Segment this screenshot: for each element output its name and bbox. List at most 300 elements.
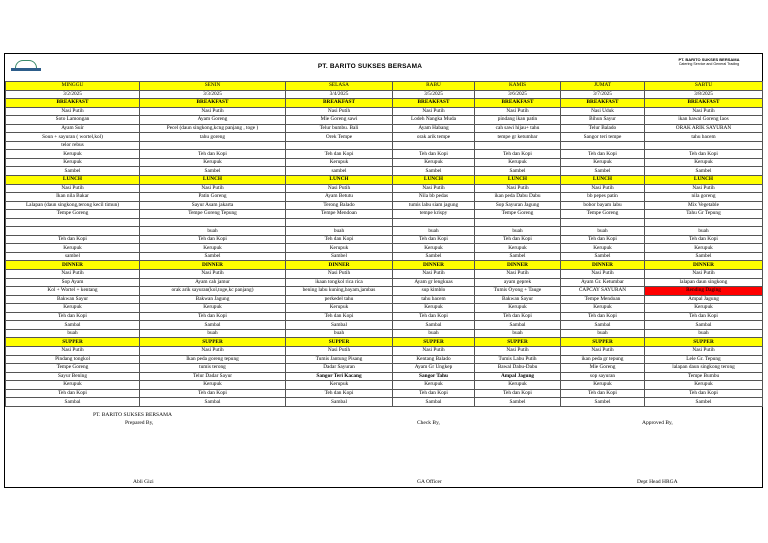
table-cell: lalapan daun singkong [645, 278, 763, 287]
table-cell: Nasi Putih [286, 107, 393, 116]
table-cell: Kerupuk [6, 158, 140, 167]
table-cell: Teh dan Kopi [393, 235, 475, 244]
table-cell: Ayam gr lengkuas [393, 278, 475, 287]
table-row [6, 364, 763, 373]
table-cell: Soun + sayuran ( wortel,kol) [6, 133, 140, 142]
table-cell: Teh dan Kopi [645, 312, 763, 321]
table-cell: Kerupuk [140, 381, 286, 390]
table-cell: BREAKFAST [286, 99, 393, 108]
table-cell: Kerupuk [286, 244, 393, 253]
table-cell: Mie Goreng [561, 364, 645, 373]
table-row [6, 133, 763, 142]
table-cell: SENIN [140, 82, 286, 91]
table-cell: tahu bacem [645, 133, 763, 142]
table-cell: cah sawi hijau+ tahu [475, 124, 561, 133]
table-cell: Sambel [475, 252, 561, 261]
table-cell: buah [393, 227, 475, 236]
table-cell: Sambal [475, 321, 561, 330]
table-cell: Teh dan Kopi [561, 235, 645, 244]
table-cell: Nasi Putih [475, 346, 561, 355]
company-name: PT. BARITO SUKSES BERSAMA [678, 57, 740, 62]
table-cell: ikaan tongkol rica rica [286, 278, 393, 287]
table-cell: 3/5/2025 [393, 90, 475, 99]
table-cell: Kerupuk [140, 244, 286, 253]
table-cell: Lodeh Nangka Muda [393, 116, 475, 125]
table-cell: Nasi Putih [645, 346, 763, 355]
table-cell: Sangor teri tempe [561, 133, 645, 142]
weekly-menu-table [5, 81, 763, 407]
table-cell: Nasi Putih [475, 270, 561, 279]
table-cell: SUPPER [561, 338, 645, 347]
table-cell [645, 218, 763, 227]
table-cell: sup kimblo [393, 287, 475, 296]
table-cell: Nasi Putih [645, 270, 763, 279]
table-row [6, 381, 763, 390]
table-cell: LUNCH [561, 176, 645, 185]
table-row [6, 261, 763, 270]
table-cell: buah [645, 329, 763, 338]
table-cell: Kerupuk [6, 304, 140, 313]
table-cell: Teh dan Kopi [286, 312, 393, 321]
table-cell: Kerupuk [645, 158, 763, 167]
preparer-name: Abli Gizi [133, 479, 154, 485]
table-cell: Bawal Dabu-Dabu [475, 364, 561, 373]
table-cell: Bakwan Sayur [475, 295, 561, 304]
table-cell: Telur Balado [561, 124, 645, 133]
table-cell: Ayam Gr. Ketumbar [561, 278, 645, 287]
table-row [6, 124, 763, 133]
table-cell: Sambel [645, 252, 763, 261]
table-cell: MINGGU [6, 82, 140, 91]
table-cell: RABU [393, 82, 475, 91]
table-cell: buah [475, 329, 561, 338]
table-cell [286, 218, 393, 227]
table-cell: LUNCH [393, 176, 475, 185]
table-cell: buah [561, 329, 645, 338]
table-cell: LUNCH [6, 176, 140, 185]
table-cell: Sambal [286, 398, 393, 407]
table-cell: Ampal Jagung [645, 295, 763, 304]
table-cell: Ayam Suir [6, 124, 140, 133]
table-cell: Tumis Jantung Pisang [286, 355, 393, 364]
table-cell: 3/4/2025 [286, 90, 393, 99]
table-row [6, 389, 763, 398]
table-row [6, 235, 763, 244]
table-cell: LUNCH [286, 176, 393, 185]
table-cell: Nasi Putih [393, 346, 475, 355]
table-row [6, 99, 763, 108]
table-cell: ikan peda gr tepung [561, 355, 645, 364]
table-row [6, 304, 763, 313]
table-cell: Tempe Goreng Tepung [140, 210, 286, 219]
checker-name: GA Officer [417, 479, 442, 485]
table-cell: Tempe Goreng [561, 210, 645, 219]
table-cell: Sambal [140, 321, 286, 330]
table-cell: buah [475, 227, 561, 236]
table-cell: LUNCH [140, 176, 286, 185]
table-cell: Tempe Bumbu [645, 372, 763, 381]
table-cell: bb pepes patin [561, 193, 645, 202]
table-cell: Sambel [475, 167, 561, 176]
table-cell: DINNER [140, 261, 286, 270]
table-cell: Kol + Wortel + kentang [6, 287, 140, 296]
table-cell: Nasi Putih [140, 184, 286, 193]
table-row [6, 278, 763, 287]
table-cell: Kerupuk [6, 150, 140, 159]
table-cell: LUNCH [645, 176, 763, 185]
table-cell [6, 218, 140, 227]
table-cell: Nila bb pedas [393, 193, 475, 202]
table-cell: buah [140, 329, 286, 338]
table-cell: bobor bayam labu [561, 201, 645, 210]
table-row [6, 116, 763, 125]
table-cell: Kerupuk [475, 158, 561, 167]
table-cell: Nasi Putih [6, 346, 140, 355]
table-cell: DINNER [561, 261, 645, 270]
table-cell: Kerupuk [286, 381, 393, 390]
table-row [6, 287, 763, 296]
table-cell: Ayam Goreng [140, 116, 286, 125]
table-cell: perkedel tahu [286, 295, 393, 304]
table-row [6, 270, 763, 279]
table-cell: Teh dan Kopi [286, 389, 393, 398]
table-cell: Sambel [561, 398, 645, 407]
table-cell: Tempe Goreng [6, 210, 140, 219]
approver-name: Dept Head HRGA [637, 479, 678, 485]
table-cell: Teh dan Kopi [140, 389, 286, 398]
table-cell: tumis labu siam jagung [393, 201, 475, 210]
table-cell: Mix Vegetable [645, 201, 763, 210]
table-cell: buah [286, 329, 393, 338]
table-cell: Sayur Bening [6, 372, 140, 381]
table-cell: SUPPER [645, 338, 763, 347]
table-cell: Tempe Goreng [475, 210, 561, 219]
table-cell: Kerupuk [475, 381, 561, 390]
table-cell: Pecel (daun singkong,kcng panjang , toge ) [140, 124, 286, 133]
table-cell: lalapan daun singkong terong [645, 364, 763, 373]
table-cell: buah [140, 227, 286, 236]
table-cell: Sambel [393, 252, 475, 261]
table-cell: Sambel [6, 167, 140, 176]
table-cell: Tempe Mendoan [561, 295, 645, 304]
table-row [6, 244, 763, 253]
table-cell: Sambel [645, 398, 763, 407]
table-cell: Teh dan Kopi [6, 389, 140, 398]
table-cell: JUMAT [561, 82, 645, 91]
table-cell: ikan peda Dabu Dabu [475, 193, 561, 202]
table-cell: Tempe Goreng [6, 364, 140, 373]
table-cell [561, 141, 645, 150]
table-cell: Nasi Putih [561, 346, 645, 355]
table-cell: Sambel [475, 398, 561, 407]
table-cell: Nasi Putih [393, 270, 475, 279]
table-cell: DINNER [6, 261, 140, 270]
table-cell [286, 141, 393, 150]
table-cell: Teh dan Kopi [475, 150, 561, 159]
table-row [6, 346, 763, 355]
table-cell: SABTU [645, 82, 763, 91]
table-cell: Sambel [561, 252, 645, 261]
table-cell: Ikan peda goreng tepung [140, 355, 286, 364]
table-row [6, 252, 763, 261]
sheet-title: PT. BARITO SUKSES BERSAMA [317, 63, 423, 70]
table-cell: Nasi Putih [645, 107, 763, 116]
table-cell: Teh dan Kopi [475, 312, 561, 321]
table-cell: 3/3/2025 [140, 90, 286, 99]
table-cell: orak arik sayuran(kol,toge,kc panjang) [140, 287, 286, 296]
table-cell: Ampal Jagung [475, 372, 561, 381]
table-cell: ORAK ARIK SAYURAN [645, 124, 763, 133]
table-cell: Nasi Putih [6, 184, 140, 193]
table-cell: BREAKFAST [475, 99, 561, 108]
prepared-by-label: Prepared By, [125, 420, 154, 426]
table-cell: Teh dan Kopi [393, 312, 475, 321]
table-cell: sop sayuran [561, 372, 645, 381]
table-cell: Teh dan Kopi [140, 235, 286, 244]
table-cell: Kerupuk [393, 244, 475, 253]
table-cell: SUPPER [140, 338, 286, 347]
table-row [6, 184, 763, 193]
table-cell: Kerupuk [561, 381, 645, 390]
table-cell: Kerupuk [6, 244, 140, 253]
table-cell: Kerupuk [393, 158, 475, 167]
table-cell: BREAKFAST [393, 99, 475, 108]
company-logo [11, 60, 41, 74]
table-cell: tahu bacem [393, 295, 475, 304]
table-cell: Pindang tongkol [6, 355, 140, 364]
table-cell: Sambal [286, 321, 393, 330]
table-cell [475, 218, 561, 227]
table-cell: BREAKFAST [645, 99, 763, 108]
check-by-label: Check By, [417, 420, 440, 426]
table-cell: 3/6/2025 [475, 90, 561, 99]
table-row [6, 150, 763, 159]
table-cell: Nasi Putih [140, 346, 286, 355]
table-cell: Tahu Gr Tepung [645, 210, 763, 219]
table-row [6, 158, 763, 167]
table-cell: Ayam cah jamur [140, 278, 286, 287]
table-cell: Kerupuk [286, 158, 393, 167]
table-row [6, 338, 763, 347]
company-tagline: Catering Service and General Trading [678, 62, 740, 67]
table-cell: Nasi Putih [286, 346, 393, 355]
table-row [6, 210, 763, 219]
table-cell: Sambal [6, 321, 140, 330]
table-cell: Kerupuk [645, 381, 763, 390]
table-cell [140, 141, 286, 150]
table-row [6, 141, 763, 150]
table-cell: Sambel [140, 167, 286, 176]
table-cell: CAPCAY SAYURAN [561, 287, 645, 296]
table-cell: SUPPER [6, 338, 140, 347]
table-cell: Teh dan Kopi [561, 312, 645, 321]
table-row [6, 82, 763, 91]
table-cell: Kerupuk [645, 244, 763, 253]
table-cell: Ayam Habang [393, 124, 475, 133]
menu-sheet [4, 53, 763, 488]
table-cell: Patin Goreng [140, 193, 286, 202]
table-cell: 3/2/2025 [6, 90, 140, 99]
table-cell: Kerupuk [140, 304, 286, 313]
signature-footer [5, 401, 762, 487]
table-cell: Teh dan Kopi [6, 312, 140, 321]
table-cell: BREAKFAST [140, 99, 286, 108]
table-row [6, 355, 763, 364]
table-cell: Ayam Gr Ungkep [393, 364, 475, 373]
table-cell: Nasi Putih [6, 270, 140, 279]
table-cell: Teh dan Kopi [475, 235, 561, 244]
company-block [664, 58, 754, 66]
table-cell: Nasi Putih [475, 184, 561, 193]
table-cell: Teh dan Kopi [645, 389, 763, 398]
table-cell [645, 141, 763, 150]
table-cell: Soto Lamongan [6, 116, 140, 125]
table-cell: Ayam Betutu [286, 193, 393, 202]
table-cell: Kerupuk [561, 244, 645, 253]
table-cell: SUPPER [286, 338, 393, 347]
table-cell: DINNER [286, 261, 393, 270]
table-cell: Sambel [140, 252, 286, 261]
table-row [6, 193, 763, 202]
table-cell: Teh dan Kopi [645, 150, 763, 159]
table-cell: Sop Sayuran Jagung [475, 201, 561, 210]
footer-company: PT. BARITO SUKSES BERSAMA [93, 412, 172, 418]
table-cell: Ikan nila Bakar [6, 193, 140, 202]
table-cell: sambel [6, 252, 140, 261]
table-row [6, 201, 763, 210]
table-cell: Lalapan (daun singkong,terong kecil timun) [6, 201, 140, 210]
table-cell: nila goreng [645, 193, 763, 202]
table-cell: Sambal [393, 398, 475, 407]
table-cell [6, 227, 140, 236]
table-cell: Teh dan Kopi [286, 150, 393, 159]
table-cell: Sayur Asam jakarta [140, 201, 286, 210]
table-cell: Kerupuk [6, 381, 140, 390]
table-cell: Kerupuk [475, 244, 561, 253]
table-cell: Nasi Putih [286, 184, 393, 193]
table-cell: Teh dan Kopi [393, 389, 475, 398]
table-cell: Kentang Balado [393, 355, 475, 364]
table-cell: Nasi Uduk [561, 107, 645, 116]
table-cell: Kerupuk [475, 304, 561, 313]
table-cell: 3/8/2025 [645, 90, 763, 99]
table-cell: bening labu kuning,bayam,jambas [286, 287, 393, 296]
table-cell: SUPPER [475, 338, 561, 347]
table-cell: Sambal [140, 398, 286, 407]
table-cell: 3/7/2025 [561, 90, 645, 99]
table-cell: Teh dan Kopi [645, 235, 763, 244]
table-cell: Sambel [393, 167, 475, 176]
table-cell: Kerupuk [393, 381, 475, 390]
table-cell: Telur Dadar Sayur [140, 372, 286, 381]
table-cell: Tumis Labu Putih [475, 355, 561, 364]
table-cell: Nasi Putih [6, 107, 140, 116]
table-cell: Sop Ayam [6, 278, 140, 287]
table-row [6, 372, 763, 381]
table-cell: Sambal [6, 398, 140, 407]
table-cell: buah [393, 329, 475, 338]
table-cell: Rending Daging [645, 287, 763, 296]
table-row [6, 295, 763, 304]
table-cell: Telur bumbu. Bali [286, 124, 393, 133]
table-cell: Sambal [393, 321, 475, 330]
table-cell: Teh dan Kopi [140, 312, 286, 321]
table-cell: tahu goreng [140, 133, 286, 142]
table-cell: Lele Gr. Tepung [645, 355, 763, 364]
table-cell: orak arik tempe [393, 133, 475, 142]
table-cell: Teh dan Kopi [393, 150, 475, 159]
table-row [6, 176, 763, 185]
table-cell: DINNER [475, 261, 561, 270]
table-cell: Bakwan Sayur [6, 295, 140, 304]
table-cell: buah [6, 329, 140, 338]
table-cell: Nasi Putih [561, 270, 645, 279]
table-row [6, 167, 763, 176]
table-cell: Tempe Mendoan [286, 210, 393, 219]
table-cell: Nasi Putih [393, 184, 475, 193]
table-cell: Teh dan Kopi [140, 150, 286, 159]
table-cell: Kerupuk [286, 304, 393, 313]
table-cell: Teh dan Kopi [6, 235, 140, 244]
table-cell: telor rebus [6, 141, 140, 150]
table-cell: DINNER [645, 261, 763, 270]
table-cell: Bihun Sayur [561, 116, 645, 125]
table-cell: Teh dan Kopi [561, 150, 645, 159]
table-cell [140, 218, 286, 227]
table-cell: Nasi Putih [393, 107, 475, 116]
table-cell: DINNER [393, 261, 475, 270]
table-cell: Terong Balado [286, 201, 393, 210]
table-cell: SUPPER [393, 338, 475, 347]
table-cell: tempe krispy [393, 210, 475, 219]
table-cell: KAMIS [475, 82, 561, 91]
table-cell: Nasi Putih [475, 107, 561, 116]
approved-by-label: Approved By, [642, 420, 673, 426]
table-cell: Sambal [645, 321, 763, 330]
table-row [6, 218, 763, 227]
table-cell: Teh dan Kopi [561, 389, 645, 398]
table-cell: buah [561, 227, 645, 236]
table-cell: SELASA [286, 82, 393, 91]
table-cell: Kerupuk [645, 304, 763, 313]
table-cell: Kerupuk [140, 158, 286, 167]
table-cell: Sambal [561, 321, 645, 330]
table-cell: ikan hawal Goreng Iaos [645, 116, 763, 125]
table-cell: Kerupuk [393, 304, 475, 313]
table-cell [393, 218, 475, 227]
table-cell: Bakwan Jagung [140, 295, 286, 304]
table-cell: Nasi Putih [286, 270, 393, 279]
table-cell: Sambel [561, 167, 645, 176]
table-cell: Nasi Putih [645, 184, 763, 193]
table-cell: buah [645, 227, 763, 236]
table-cell: buah [286, 227, 393, 236]
table-cell: tumis terong [140, 364, 286, 373]
table-cell: Orek Tempe [286, 133, 393, 142]
table-cell: Tumis Oyong + Tauge [475, 287, 561, 296]
table-cell: Teh dan Kopi [475, 389, 561, 398]
table-cell: sambel [286, 167, 393, 176]
table-cell: Sambel [286, 252, 393, 261]
table-cell: BREAKFAST [6, 99, 140, 108]
table-row [6, 312, 763, 321]
table-row [6, 329, 763, 338]
table-cell: tempe gr ketumbar [475, 133, 561, 142]
table-row [6, 227, 763, 236]
table-cell: pindang ikan patin [475, 116, 561, 125]
table-cell: ayam geprek [475, 278, 561, 287]
table-cell: Nasi Putih [140, 270, 286, 279]
